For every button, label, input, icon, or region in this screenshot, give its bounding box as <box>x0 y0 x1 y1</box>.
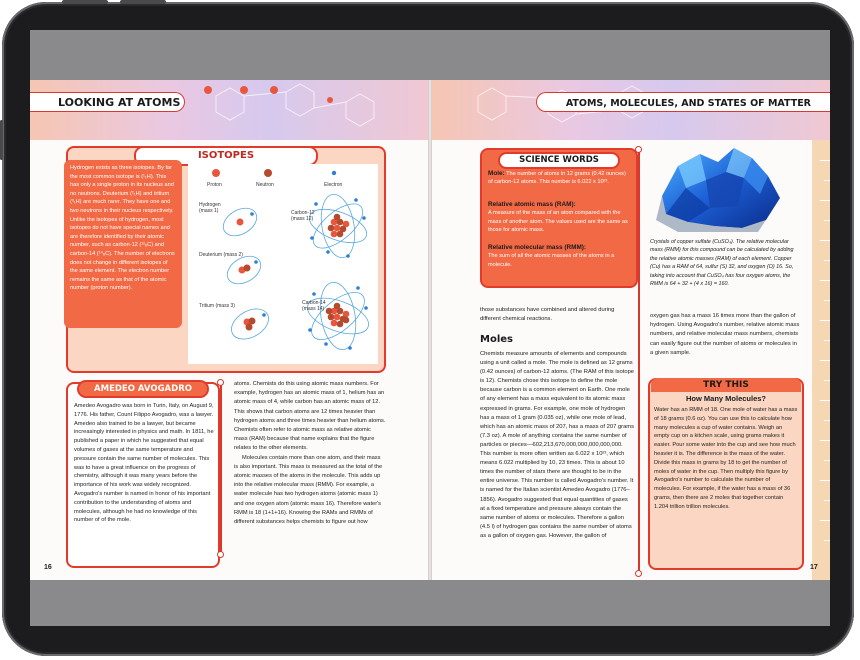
rule-dot-right-bottom <box>635 570 642 577</box>
reader-top-toolbar <box>30 30 830 80</box>
reader-bottom-toolbar <box>30 580 830 626</box>
term-mole: Mole: <box>488 170 505 177</box>
science-word-ram <box>488 201 630 235</box>
science-words-box <box>480 148 638 288</box>
side-ruler <box>812 140 830 580</box>
label-hydrogen: Hydrogen (mass 1) <box>199 202 221 214</box>
label-deuterium: Deuterium (mass 2) <box>199 252 243 258</box>
top-button[interactable] <box>62 0 108 4</box>
oxygen-text: oxygen gas has a mass 16 times more than the gallon of hydrogen. Using Avogadro's number, relative atomic mass numbers, and relative molecular mass numbers, chemists can easily figure out the number of atoms or molecules in a given sample. <box>650 313 800 356</box>
proton-icon <box>212 169 220 177</box>
rule-dot-bottom <box>217 551 224 558</box>
science-word-mole <box>488 170 630 187</box>
try-this-subtitle: How Many Molecules? <box>685 394 766 403</box>
screen <box>30 30 830 626</box>
copper-sulfate-crystal-image <box>648 136 788 236</box>
try-this-box <box>648 378 804 570</box>
right-header-text: ATOMS, MOLECULES, AND STATES OF MATTER <box>565 98 811 109</box>
science-word-rmm <box>488 244 630 269</box>
term-rmm: Relative molecular mass (RMM): <box>488 244 587 251</box>
science-words-title: SCIENCE WORDS <box>498 152 620 169</box>
right-page-header <box>536 92 830 112</box>
left-header-text: LOOKING AT ATOMS <box>58 96 181 109</box>
left-page-header <box>30 92 185 112</box>
label-carbon-14: Carbon-14 (mass 14) <box>302 300 326 312</box>
label-carbon-12: Carbon-12 (mass 12) <box>291 210 315 222</box>
def-mole: The number of atoms in 12 grams (0.42 ounces) of carbon-12 atoms. This number is 6.022 x 10²³. <box>488 171 626 186</box>
side-button[interactable] <box>0 120 3 160</box>
electron-icon <box>332 171 336 175</box>
isotopes-text: Hydrogen exists as three isotopes. By far the most common isotope is (¹₁H). This has only a single proton in its nucleus and no neutrons. Deuterium (²₁H) and tritium (³₁H) are much rarer. They have one and two neutrons in their nucleus respectively. Unlike the isotopes of hydrogen, most isotopes do not have special names and are therefore identified by their atomic number, such as carbon-12 (¹²₆C) and carbon-14 (¹⁴₆C). The number of electrons does not change in different isotopes of the same element. The electron number remains the same as that of the atomic number (proton number). <box>70 165 175 292</box>
left-column-paragraph-2: Molecules contain more than one atom, and their mass is also important. This mass is measured as the total of the atomic masses of the atoms in the molecule. This adds up into the relative molecular mass (RMM). For example, a water molecule has two hydrogen atoms (atomic mass 1) and one oxygen atom (atomic mass 16). Therefore water's RMM is 18 (1+1+16). Knowing the RAMs and RMMs of different substances helps chemists to figure out how <box>234 454 383 526</box>
isotopes-box <box>66 146 386 373</box>
def-ram: A measure of the mass of an atom compared with the mass of another atom. The values used are the same as those for atomic mass. <box>488 210 628 234</box>
moles-heading: Moles <box>480 334 513 345</box>
left-column-text <box>234 380 386 527</box>
isotopes-title: ISOTOPES <box>134 146 318 166</box>
moles-text: Chemists measure amounts of elements and compounds using a unit called a mole. The mole is defined as 12 grams (0.42 ounces) of carbon-12 atoms. (The RAM of this isotope is 12). Chemists chose this isotope to define the mole because carbon is a common element on Earth. One mole of any element has a mass equivalent to its atomic mass expressed in grams. For example, one mole of hydrogen has a mass of 1 gram (0.035 oz), while one mole of lead, which has an atomic mass of 207, has a mass of 207 grams (7.3 oz). A mole of anything contains the same number of particles or pieces—602,213,670,000,000,000,000,000. This number is more often written as 6.022 x 10²³, which means 6.022 multiplied by 10, 23 times. This is about 10 times the number of stars there are thought to be in the entire universe. This number is called Avogadro's number. It is named for the Italian scientist Amedeo Avogadro (1776–1856). Avogadro suggested that equal quantities of gases at a fixed temperature and pressure always contain the same number of atoms or molecules. Therefore a gallon (4.5 l) of hydrogen gas contains the same number of atoms as a gallon of oxygen gas. However, the gallon of <box>480 351 635 539</box>
carbon-12-nucleus <box>328 214 350 238</box>
isotopes-diagram <box>188 164 378 364</box>
top-button-2[interactable] <box>120 0 166 4</box>
column-rule-left <box>220 385 222 555</box>
left-column-paragraph-1: atoms. Chemists do this using atomic mass numbers. For example, hydrogen has an atomic mass of 1, helium has an atomic mass of 4, while carbon has an atomic mass of 12. This shows that carbon atoms are 12 times heavier than hydrogen atoms and three times heavier than helium atoms. Chemists often refer to atomic mass as relative atomic mass (RAM) because that name explains that the figure relates to the other elements. <box>234 381 386 452</box>
continued-text: those substances have combined and altered during different chemical reactions. <box>480 307 615 323</box>
rule-dot-top <box>217 379 224 386</box>
legend-electron: Electron <box>324 182 343 188</box>
label-tritium: Tritium (mass 3) <box>199 303 235 309</box>
def-rmm: The sum of all the atomic masses of the atoms in a molecule. <box>488 253 615 268</box>
avogadro-title: AMEDEO AVOGADRO <box>77 380 209 398</box>
try-this-title: TRY THIS <box>651 378 801 392</box>
avogadro-text: Amedeo Avogadro was born in Turin, Italy, on August 9, 1776. His father, Count Filippo Avogadro, was a lawyer. Amedeo also trained to be a lawyer, but became increasingly interested in physics and math. In 1811, he published a paper in which he suggested that equal volumes of gases at the same temperature and pressure contain the same number of molecules. This was to have a great influence on the progress of chemistry, although it was many years before the importance of his work was widely recognized. Avogadro's number is named in honor of his important contribution to the understanding of atoms and molecules, although he had no knowledge of this number of of the mole. <box>74 403 214 524</box>
column-rule-right <box>638 152 640 572</box>
term-ram: Relative atomic mass (RAM): <box>488 201 576 208</box>
avogadro-box <box>66 382 220 568</box>
try-this-text: Water has an RMM of 18. One mole of water has a mass of 18 grams (0.6 oz). You can use this to calculate how many molecules a cup of water contains. Weigh an empty cup on a kitchen scale, using grams makes it easier. Pour some water into the cup and see how much heavier it is. The difference is the mass of the water. Divide this mass in grams by 18 to get the number of moles of water in the cup. Then multiply this figure by Avogadro's number to calculate the number of molecules. For example, if the water has a mass of 36 grams, then there are 2 moles that together contain 1.204 trillion trillion molecules. <box>654 407 798 510</box>
crystal-caption: Crystals of copper sulfate (CuSO₄). The relative molecular mass (RMM) for this compound can be calculated by adding the relative atomic masses (RAM) of each element. Copper (Cu) has a RAM of 64, sulfur (S) 32, and oxygen (O) 16. So, taking into account that CuSO₄ has four oxygen atoms, the RMM is 64 + 32 + (4 x 16) = 160. <box>650 239 794 288</box>
page-number-right: 17 <box>810 564 818 571</box>
book-spine <box>428 80 432 580</box>
legend-proton: Proton <box>207 182 222 188</box>
page-number-left: 16 <box>44 564 52 571</box>
right-page <box>432 80 830 580</box>
carbon-14-nucleus <box>326 303 350 328</box>
legend-neutron: Neutron <box>256 182 274 188</box>
left-page <box>30 80 428 580</box>
rule-dot-right-top <box>635 146 642 153</box>
neutron-icon <box>264 169 272 177</box>
